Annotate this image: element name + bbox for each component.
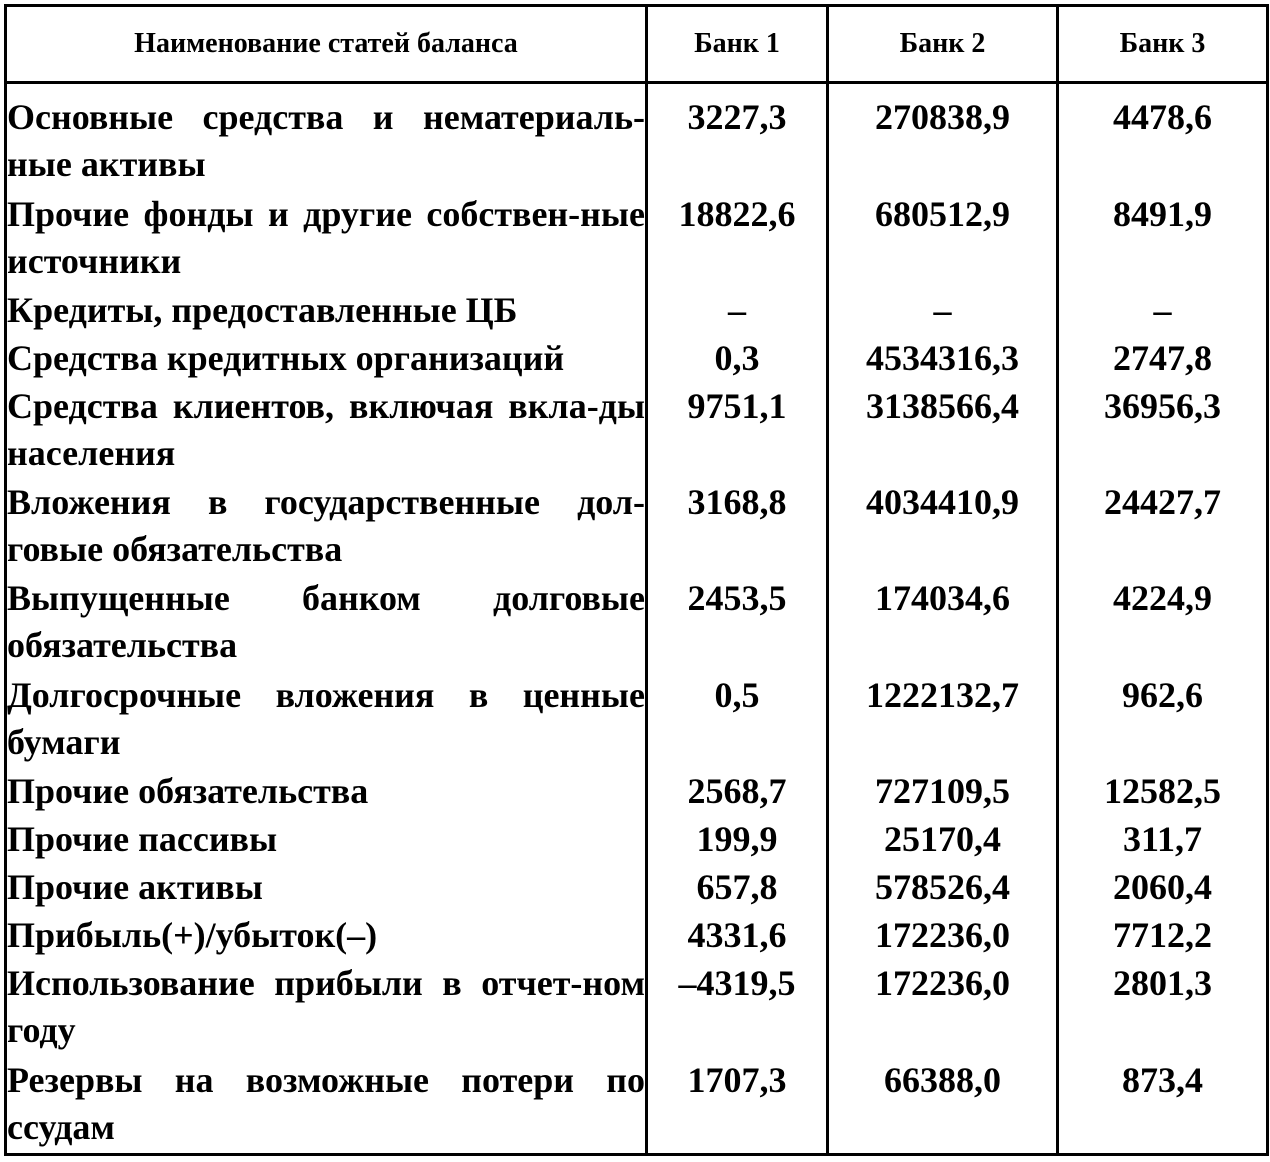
- table-row: [6, 960, 1268, 1056]
- row-label: Прочие фонды и другие собствен-ные источники: [6, 191, 647, 287]
- bank-3-value: 7712,2: [1058, 912, 1268, 960]
- header-item-name: Наименование статей баланса: [6, 6, 647, 83]
- row-label: Резервы на возможные потери по ссудам: [6, 1057, 647, 1155]
- table-row: [6, 816, 1268, 864]
- bank-2-value: 1222132,7: [828, 672, 1058, 768]
- row-label: Выпущенные банком долговые обязательства: [6, 575, 647, 671]
- bank-1-value: 0,3: [647, 335, 828, 383]
- bank-2-value: 4034410,9: [828, 479, 1058, 575]
- row-label: Долгосрочные вложения в ценные бумаги: [6, 672, 647, 768]
- table-row: [6, 912, 1268, 960]
- bank-1-value: 0,5: [647, 672, 828, 768]
- bank-3-value: 36956,3: [1058, 383, 1268, 479]
- bank-1-value: 3227,3: [647, 83, 828, 191]
- table-row: [6, 672, 1268, 768]
- bank-2-value: 172236,0: [828, 960, 1058, 1056]
- bank-3-value: 311,7: [1058, 816, 1268, 864]
- table-header: [6, 6, 1268, 83]
- bank-2-value: 25170,4: [828, 816, 1058, 864]
- row-label: Прочие пассивы: [6, 816, 647, 864]
- table-body: [6, 83, 1268, 1155]
- bank-1-value: 2453,5: [647, 575, 828, 671]
- bank-3-value: 8491,9: [1058, 191, 1268, 287]
- bank-2-value: 270838,9: [828, 83, 1058, 191]
- bank-2-value: 66388,0: [828, 1057, 1058, 1155]
- bank-3-value: 24427,7: [1058, 479, 1268, 575]
- row-label: Средства клиентов, включая вкла-ды населения: [6, 383, 647, 479]
- bank-3-value: 12582,5: [1058, 768, 1268, 816]
- table-row: [6, 479, 1268, 575]
- header-bank-3: Банк 3: [1058, 6, 1268, 83]
- row-label: Прочие активы: [6, 864, 647, 912]
- bank-2-value: 174034,6: [828, 575, 1058, 671]
- bank-1-value: 3168,8: [647, 479, 828, 575]
- bank-3-value: 4478,6: [1058, 83, 1268, 191]
- bank-3-value: 2060,4: [1058, 864, 1268, 912]
- table-row: [6, 383, 1268, 479]
- table-row: [6, 1057, 1268, 1155]
- bank-2-value: 3138566,4: [828, 383, 1058, 479]
- table-row: [6, 575, 1268, 671]
- row-label: Основные средства и нематериаль-ные активы: [6, 83, 647, 191]
- table-row: [6, 335, 1268, 383]
- bank-2-value: –: [828, 287, 1058, 335]
- row-label: Кредиты, предоставленные ЦБ: [6, 287, 647, 335]
- bank-2-value: 4534316,3: [828, 335, 1058, 383]
- bank-3-value: 873,4: [1058, 1057, 1268, 1155]
- bank-3-value: 962,6: [1058, 672, 1268, 768]
- bank-1-value: –4319,5: [647, 960, 828, 1056]
- bank-3-value: 4224,9: [1058, 575, 1268, 671]
- row-label: Вложения в государственные дол-говые обязательства: [6, 479, 647, 575]
- table-row: [6, 191, 1268, 287]
- bank-1-value: 9751,1: [647, 383, 828, 479]
- bank-3-value: 2801,3: [1058, 960, 1268, 1056]
- table-row: [6, 864, 1268, 912]
- bank-1-value: 18822,6: [647, 191, 828, 287]
- bank-1-value: 2568,7: [647, 768, 828, 816]
- bank-1-value: –: [647, 287, 828, 335]
- bank-1-value: 4331,6: [647, 912, 828, 960]
- bank-2-value: 172236,0: [828, 912, 1058, 960]
- row-label: Прибыль(+)/убыток(–): [6, 912, 647, 960]
- table-row: [6, 83, 1268, 191]
- row-label: Использование прибыли в отчет-ном году: [6, 960, 647, 1056]
- table-row: [6, 768, 1268, 816]
- bank-3-value: 2747,8: [1058, 335, 1268, 383]
- table-row: [6, 287, 1268, 335]
- bank-1-value: 199,9: [647, 816, 828, 864]
- bank-3-value: –: [1058, 287, 1268, 335]
- row-label: Прочие обязательства: [6, 768, 647, 816]
- bank-2-value: 680512,9: [828, 191, 1058, 287]
- balance-table: [4, 4, 1269, 1156]
- bank-2-value: 578526,4: [828, 864, 1058, 912]
- header-bank-1: Банк 1: [647, 6, 828, 83]
- bank-2-value: 727109,5: [828, 768, 1058, 816]
- header-bank-2: Банк 2: [828, 6, 1058, 83]
- row-label: Средства кредитных организаций: [6, 335, 647, 383]
- bank-1-value: 657,8: [647, 864, 828, 912]
- bank-1-value: 1707,3: [647, 1057, 828, 1155]
- header-row: [6, 6, 1268, 83]
